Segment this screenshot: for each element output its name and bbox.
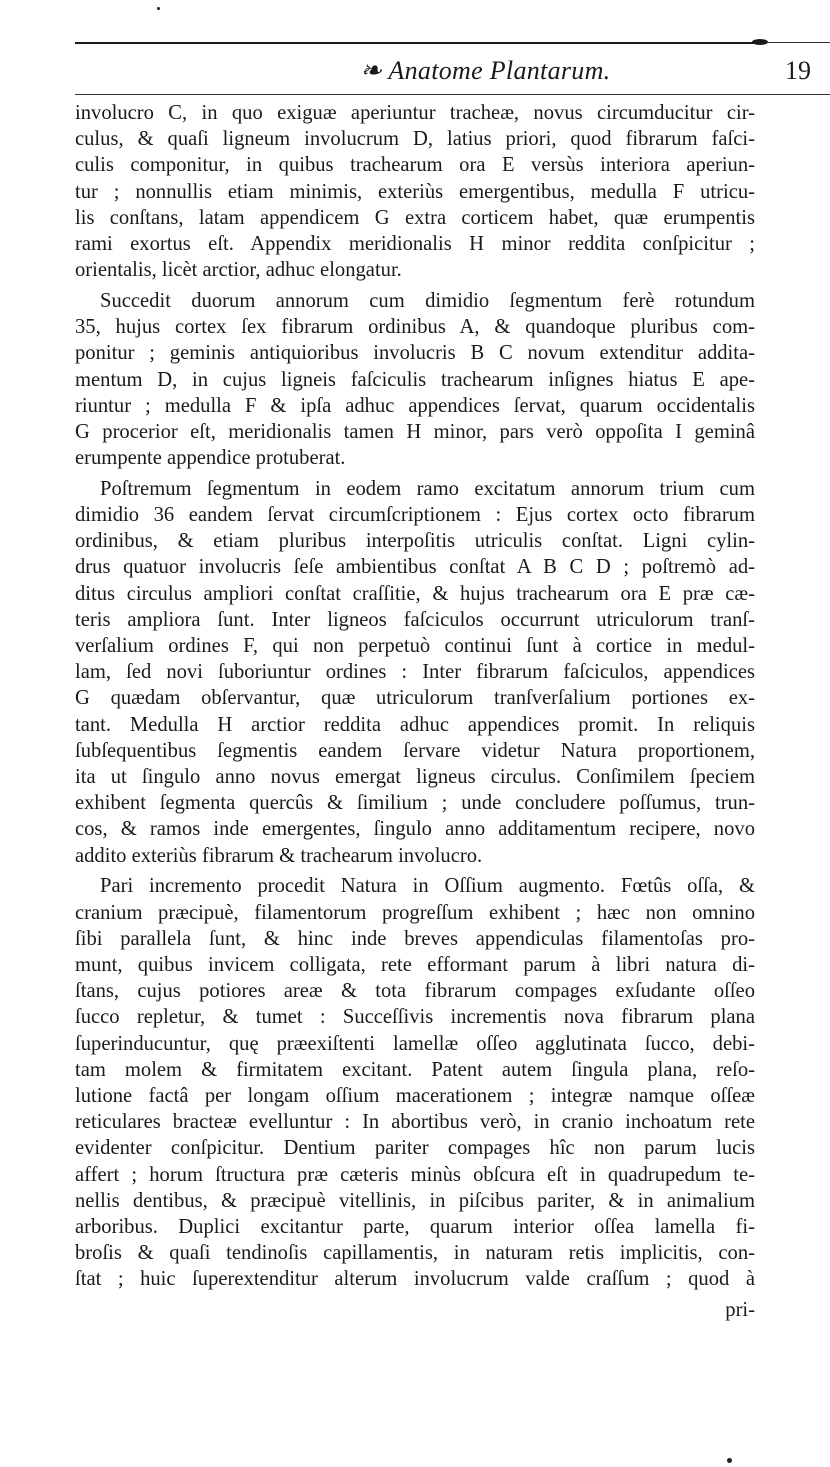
text-line: ſibi parallela ſunt, & hinc inde breves appendiculas filamentoſas pro- <box>75 927 755 950</box>
text-line: involucro C, in quo exiguæ aperiuntur tracheæ, novus circumducitur cir- <box>75 102 755 124</box>
text-line: rami exortus eſt. Appendix meridionalis H minor reddita conſpicitur ; <box>75 233 755 256</box>
text-line: ſtat ; huic ſuperextenditur alterum involucrum valde craſſum ; quod à <box>75 1268 755 1291</box>
text-line: ordinibus, & etiam pluribus interpoſitis utriculis conſtat. Ligni cylin- <box>75 530 755 553</box>
text-line: Poſtremum ſegmentum in eodem ramo excitatum annorum trium cum <box>100 477 755 500</box>
text-line: ſuperinducuntur, quę præexiſtenti lamellæ oſſeo agglutinata ſucco, debi- <box>75 1032 755 1055</box>
text-line: riuntur ; medulla F & ipſa adhuc appendices ſervat, quarum occidentalis <box>75 394 755 417</box>
top-rule-ornament <box>752 39 768 45</box>
text-line: nellis dentibus, & præcipuè vitellinis, in piſcibus pariter, & in animalium <box>75 1189 755 1212</box>
page-number: 19 <box>785 56 811 85</box>
body-text <box>75 100 755 1328</box>
text-line: exhibent ſegmenta quercûs & ſimilium ; unde concludere poſſumus, trun- <box>75 792 755 815</box>
text-line: evidenter conſpicitur. Dentium pariter compages hîc non parum lucis <box>75 1137 755 1160</box>
running-title: ❧ Anatome Plantarum. <box>360 56 611 85</box>
top-rule-tail <box>768 42 830 43</box>
paragraph-4 <box>75 873 755 1292</box>
paragraph-1 <box>75 100 755 283</box>
text-line: addito exteriùs fibrarum & trachearum involucro. <box>75 844 483 867</box>
text-line: ſtans, cujus potiores areæ & tota fibrarum compages exſudante oſſeo <box>75 980 755 1003</box>
text-line: ſucco repletur, & tumet : Succeſſivis incrementis nova fibrarum plana <box>75 1006 755 1029</box>
header-rule <box>75 94 830 95</box>
ink-speck <box>727 1458 732 1463</box>
paragraph-2 <box>75 288 755 471</box>
text-line: erumpente appendice protuberat. <box>75 447 346 470</box>
ink-speck <box>157 7 160 10</box>
text-line: 35, hujus cortex ſex fibrarum ordinibus A, & quandoque pluribus com- <box>75 316 755 339</box>
text-line: reticulares bracteæ evelluntur : In abortibus verò, in cranio inchoatum rete <box>75 1111 755 1134</box>
text-line: verſalium ordines F, qui non perpetuò continui ſunt à cortice in medul- <box>75 635 755 658</box>
text-line: lam, ſed novi ſuboriuntur ordines : Inter fibrarum faſciculos, appendices <box>75 661 755 684</box>
text-line: teris ampliora ſunt. Inter ligneos faſciculos occurrunt utriculorum tranſ- <box>75 608 755 631</box>
text-line: mentum D, in cujus ligneis faſciculis trachearum inſignes hiatus E ape- <box>75 368 755 391</box>
text-line: dimidio 36 eandem ſervat circumſcriptionem : Ejus cortex octo fibrarum <box>75 504 755 527</box>
text-line: drus quatuor involucris ſeſe ambientibus conſtat A B C D ; poſtremò ad- <box>75 556 755 579</box>
text-line: munt, quibus invicem colligata, rete efformant parum à libri natura di- <box>75 954 755 976</box>
text-line: ponitur ; geminis antiquioribus involucris B C novum extenditur addita- <box>75 342 755 365</box>
text-line: culis componitur, in quibus trachearum ora E versùs interiora aperiun- <box>75 154 755 177</box>
text-line: orientalis, licèt arctior, adhuc elongatur. <box>75 259 402 282</box>
text-line: Pari incremento procedit Natura in Oſſium augmento. Fœtûs oſſa, & <box>100 875 755 898</box>
text-line: tant. Medulla H arctior reddita adhuc appendices promit. In reliquis <box>75 713 755 736</box>
text-line: cos, & ramos inde emergentes, ſingulo anno additamentum recipere, novo <box>75 818 755 841</box>
text-line: G procerior eſt, meridionalis tamen H minor, pars verò oppoſita I geminâ <box>75 420 755 443</box>
text-line: lis conſtans, latam appendicem G extra corticem habet, quæ erumpentis <box>75 206 755 229</box>
text-line: G quædam obſervantur, quæ utriculorum tranſverſalium portiones ex- <box>75 687 755 710</box>
text-line: affert ; horum ſtructura præ cæteris minùs obſcura eſt in quadrupedum te- <box>75 1163 755 1186</box>
paragraph-3 <box>75 476 755 869</box>
text-line: lutione factâ per longam oſſium macerationem ; integræ namque oſſeæ <box>75 1085 755 1108</box>
text-line: ita ut ſingulo anno novus emergat ligneus circulus. Conſimilem ſpeciem <box>75 766 755 789</box>
catchword-block <box>75 1297 755 1323</box>
page-header <box>75 56 830 92</box>
text-line: culus, & quaſi ligneum involucrum D, latius priori, quod fibrarum faſci- <box>75 128 755 151</box>
text-line: ſubſequentibus ſegmentis eandem ſervare videtur Natura proportionem, <box>75 739 755 762</box>
text-line: cranium præcipuè, filamentorum progreſſum exhibent ; hæc non omnino <box>75 901 755 924</box>
text-line: arboribus. Duplici excitantur parte, quarum interior oſſea lamella fi- <box>75 1216 755 1239</box>
text-line: tur ; nonnullis etiam minimis, exteriùs emergentibus, medulla F utricu- <box>75 180 755 203</box>
text-line: ditus circulus ampliori conſtat craſſitie, & hujus trachearum ora E præ cæ- <box>75 582 755 605</box>
top-rule <box>75 42 755 44</box>
text-line: broſis & quaſi tendinoſis capillamentis, in naturam retis implicitis, con- <box>75 1242 755 1265</box>
text-line: Succedit duorum annorum cum dimidio ſegmentum ferè rotundum <box>100 289 755 312</box>
text-line: tam molem & firmitatem excitant. Patent autem ſingula plana, reſo- <box>75 1058 755 1081</box>
catchword: pri- <box>725 1299 755 1322</box>
